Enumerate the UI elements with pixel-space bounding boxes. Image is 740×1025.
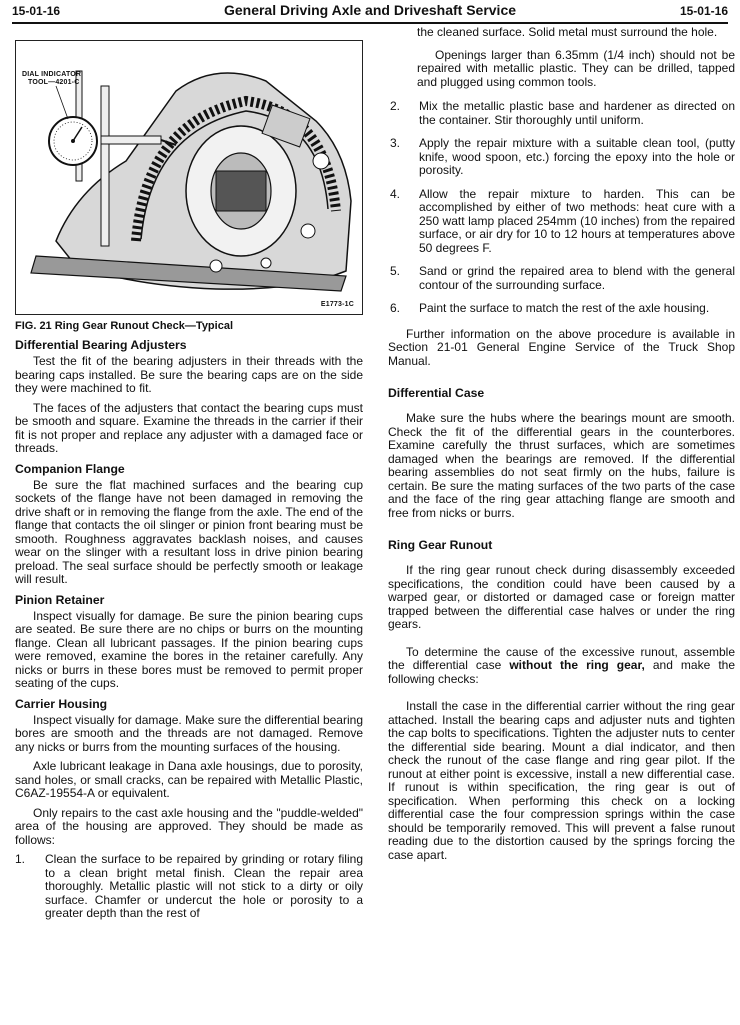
paragraph: Install the case in the differential carrier without the ring gear attached. Install the bearing caps and adjuster nuts and tighten the cap bolts to specifications. Tighten the adjuster nuts to center the differential side bearing. Mount a dial indicator, and then check the runout of the case flange and ring gear pilot. If the runout at either point is excessive, install a new differential case. If runout is within specification, the ring gear is out of specification. When performing this check on a locking differential case the four compression springs within the case should be temporarily removed. This will prevent a false runout reading due to the distortion caused by the springs forcing the case apart. [388,699,735,862]
list-item-text: Sand or grind the repaired area to blend with the general contour of the surrounding surface. [419,264,735,292]
paragraph: If the ring gear runout check during disassembly exceeded specifications, the condition could have been caused by a warped gear, or distorted or damaged case or foreign matter trapped between the differential case halves or under the ring gears. [388,563,735,631]
list-item [388,100,735,127]
list-item [388,188,735,256]
list-item-text: Apply the repair mixture with a suitable clean tool, (putty knife, wood spoon, etc.) forcing the epoxy into the hole or porosity. [419,136,735,177]
page-title: General Driving Axle and Driveshaft Service [223,2,517,18]
heading-pinion-retainer: Pinion Retainer [15,592,105,607]
figure-tool-label-line1: DIAL INDICATOR [22,71,82,78]
list-item-number: 2. [390,99,401,113]
list-item-text: Allow the repair mixture to harden. This can be accomplished by either of two methods: heat cure with a 250 watt lamp placed 254mm (10 inches) from the repaired surface, or air dry for 10 to 12 hours at temperatures above 50 degrees F. [419,186,735,255]
page-number-right: 15-01-16 [679,4,728,18]
figure-code: E1773-1C [320,301,354,308]
heading-differential-bearing-adjusters: Differential Bearing Adjusters [15,338,187,352]
paragraph: Make sure the hubs where the bearings mount are smooth. Check the fit of the differential gears in the counterbores. Examine carefully the thrust surfaces, which are sometimes damaged when the bearings are removed. If the differential bearing assemblies do not seat firmly on the hubs, failure is certain. Be sure the mating surfaces of the two parts of the case and the face of the ring gear attaching flange are smooth and free from nicks or burrs. [388,411,735,520]
left-column [15,26,363,928]
heading-differential-case: Differential Case [388,386,485,400]
figure-caption: FIG. 21 Ring Gear Runout Check—Typical [15,320,234,332]
paragraph: The faces of the adjusters that contact the bearing cups must be smooth and square. Examine the threads in the carrier if their fit is not proper and replace any adjuster with a damaged face or threads. [15,400,363,455]
paragraph-text: To determine the cause of the excessive runout, assemble the differential case [388,644,735,672]
list-item-number: 3. [390,136,401,150]
paragraph: Axle lubricant leakage in Dana axle housings, due to porosity, sand holes, or small cracks, can be repaired with Metallic Plastic, C6AZ-19554-A or equivalent. [15,759,363,800]
list-item-text: Mix the metallic plastic base and hardener as directed on the container. Stir thoroughly until uniform. [419,99,735,127]
list-item [15,853,363,921]
figure-tool-label-line2: TOOL—4201-C [28,79,80,86]
paragraph: Further information on the above procedure is available in Section 21-01 General Engine Service of the Truck Shop Manual. [388,326,735,368]
heading-carrier-housing: Carrier Housing [15,696,108,711]
paragraph: Test the fit of the bearing adjusters in their threads with the bearing caps installed. Be sure the bearing caps are on the side they were machined to fit. [15,354,363,395]
paragraph: Inspect visually for damage. Make sure the differential bearing bores are smooth and the threads are not damaged. Remove any nicks or burrs from the mounting surfaces of the housing. [15,712,363,754]
list-item [388,302,735,316]
page-number-left: 15-01-16 [12,4,61,18]
list-item [388,137,735,178]
paragraph [388,646,735,687]
page-header [12,2,728,24]
list-item-text: Paint the surface to match the rest of the axle housing. [419,301,710,315]
list-item [388,265,735,292]
paragraph: Be sure the flat machined surfaces and the bearing cup sockets of the flange have not been damaged in removing the drive shaft or in removing the flange from the axle. The end of the flange that contacts the oil slinger or pinion front bearing must be smooth. Roughness aggravates backlash noises, and causes wear on the slinger with a resultant loss in drive pinion bearing preload. The seal surface should be perfectly smooth or leakage will result. [15,477,363,586]
list-item-number: 1. [15,852,26,866]
paragraph: Only repairs to the cast axle housing and the "puddle-welded" area of the housing are approved. They should be made as follows: [15,805,363,847]
list-item-number: 4. [390,186,401,201]
right-column [388,26,735,868]
paragraph: Inspect visually for damage. Be sure the pinion bearing cups are seated. Be sure there are no chips or burrs on the mounting flange. Clean all lubricant passages. If the pinion bearing cups were removed, examine the bores in the retainer carefully. Any nicks or burrs in these bores must be removed to permit proper seating of the cups. [15,608,363,690]
emphasis-text: without the ring gear, [509,658,645,672]
paragraph-continued: the cleaned surface. Solid metal must surround the hole. [417,25,718,39]
paragraph-note: Openings larger than 6.35mm (1/4 inch) should not be repaired with metallic plastic. They can be drilled, tapped and plugged using common tools. [417,47,735,89]
list-item-text: Clean the surface to be repaired by grinding or rotary filing to a clean bright metal finish. Clean the repair area thoroughly. Metallic plastic will not stick to a dirty or oily surface. Chamfer or undercut the hole or porosity to a greater depth than the rest of [45,852,363,920]
list-item-number: 6. [390,301,401,315]
heading-ring-gear-runout: Ring Gear Runout [388,538,493,552]
paragraph-text: and make the following checks: [388,658,735,686]
heading-companion-flange: Companion Flange [15,461,125,476]
figure-ring-gear-runout [15,40,363,315]
list-item-number: 5. [390,264,401,278]
